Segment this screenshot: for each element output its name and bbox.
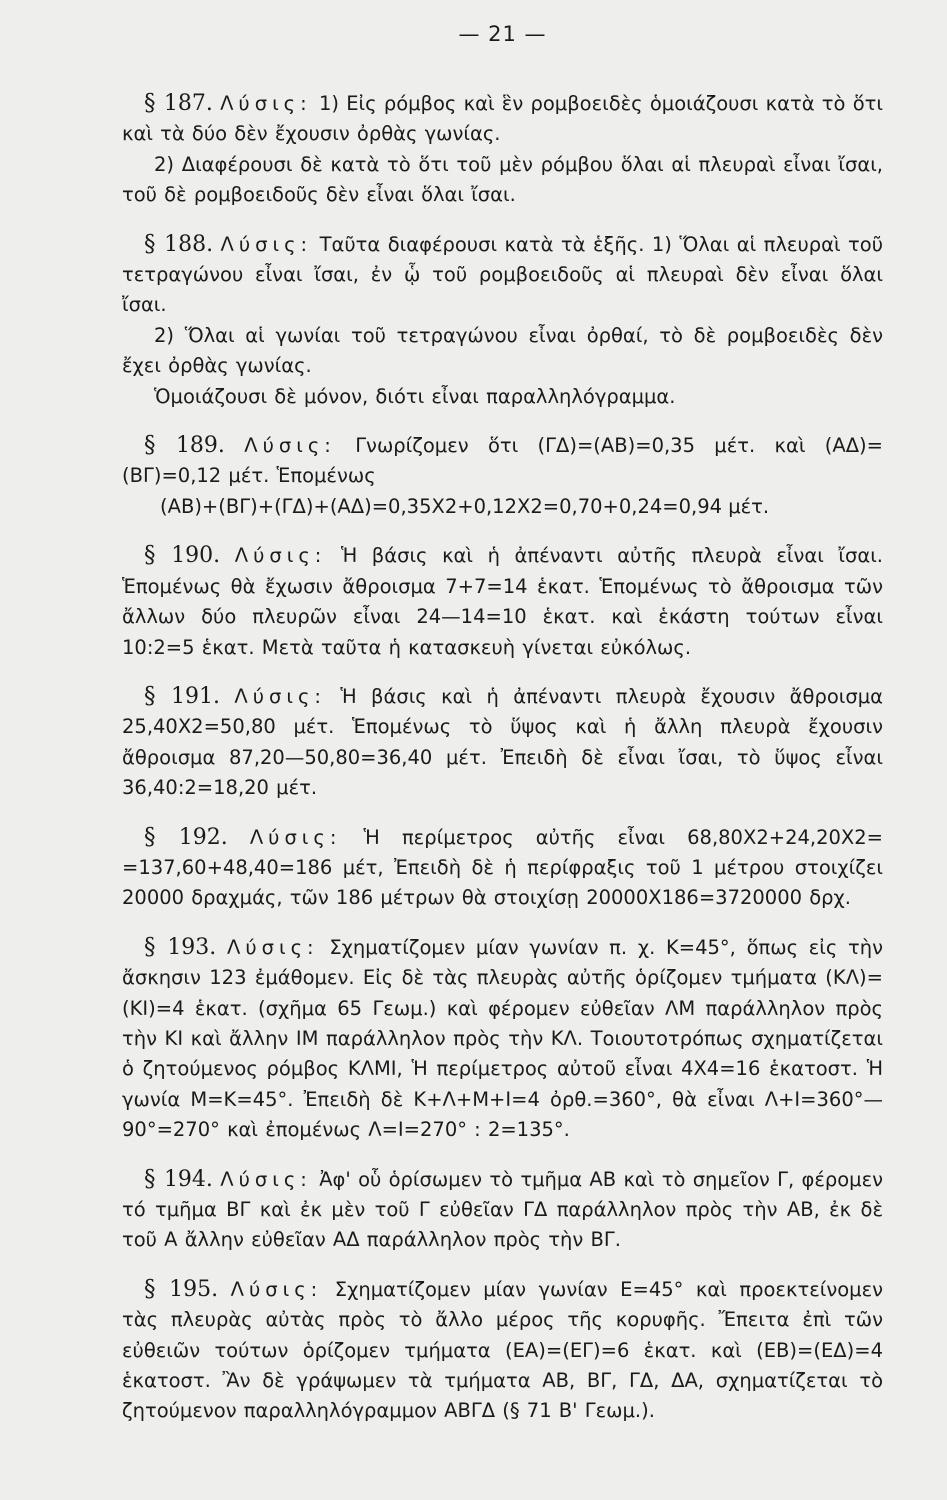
section-paragraph-first: [122, 1274, 883, 1427]
solution-label: Λύσις:: [227, 935, 319, 959]
solution-label: Λύσις:: [220, 232, 313, 256]
paragraph-text: Σχηματίζομεν μίαν γωνίαν π. χ. Κ=45°, ὅπως εἰς τὴν ἄσκησιν 123 ἐμάθομεν. Εἰς δὲ τὰς πλευρὰς αὐτῆς ὁρίζομεν τμήματα (ΚΛ)=(ΚΙ)=4 ἑκατ. (σχῆμα 65 Γεωμ.) καὶ φέρομεν εὐθεῖαν ΛΜ παράλληλον πρὸς τὴν ΚΙ καὶ ἄλλην ΙΜ παράλληλον πρὸς τὴν ΚΛ. Τοιουτοτρόπως σχηματίζεται ὁ ζητούμενος ρόμβος ΚΛΜΙ, Ἡ περίμετρος αὐτοῦ εἶναι 4Χ4=16 ἑκατοστ. Ἡ γωνία Μ=Κ=45°. Ἐπειδὴ δὲ Κ+Λ+Μ+Ι=4 ὀρθ.=360°, θὰ εἶναι Λ+Ι=360°—90°=270° καὶ ἐπομένως Λ=Ι=270° : 2=135°.: [122, 935, 883, 1142]
solution-label: Λύσις:: [220, 92, 312, 115]
section-number: 195.: [169, 1276, 219, 1302]
section-190: [122, 540, 883, 663]
section-paragraph-first: [122, 822, 883, 914]
solution-label: Λύσις:: [249, 825, 342, 849]
solution-label: Λύσις:: [244, 434, 336, 458]
formula-line: (ΑΒ)+(ΒΓ)+(ΓΔ)+(ΑΔ)=0,35Χ2+0,12Χ2=0,70+0,24=0,94 μέτ.: [160, 494, 770, 518]
page-number: — 21 —: [458, 22, 547, 46]
section-paragraph: [122, 382, 883, 412]
solution-label: Λύσις:: [234, 684, 326, 708]
paragraph-text: Ἡ βάσις καὶ ἡ ἀπέναντι πλευρὰ ἔχουσιν ἄθροισμα 25,40Χ2=50,80 μέτ. Ἑπομένως τὸ ὕψος καὶ ἡ ἄλλη πλευρὰ ἔχουσιν ἄθροισμα 87,20—50,80=36,40 μέτ. Ἐπειδὴ δὲ εἶναι ἴσαι, τὸ ὕψος εἶναι 36,40:2=18,20 μέτ.: [122, 684, 883, 800]
section-number: 187.: [163, 91, 213, 116]
solution-label: Λύσις:: [220, 1167, 312, 1191]
section-number: 192.: [178, 824, 228, 850]
paragraph-text: 2) Διαφέρουσι δὲ κατὰ τὸ ὅτι τοῦ μὲν ρόμβου ὅλαι αἱ πλευραὶ εἶναι ἴσαι, τοῦ δὲ ρομβοειδοῦς δὲν εἶναι ὅλαι ἴσαι.: [122, 152, 883, 207]
section-number: 190.: [171, 543, 221, 569]
section-195: [122, 1274, 883, 1427]
solution-label: Λύσις:: [230, 1277, 323, 1301]
paragraph-text: Ἡ βάσις καὶ ἡ ἀπέναντι αὐτῆς πλευρὰ εἶναι ἴσαι. Ἑπομένως θὰ ἔχωσιν ἄθροισμα 7+7=14 ἑκατ. Ἑπομένως τὸ ἄθροισμα τῶν ἄλλων δύο πλευρῶν εἶναι 24—14=10 ἑκατ. καὶ ἑκάστη τούτων εἶναι 10:2=5 ἑκατ. Μετὰ ταῦτα ἡ κατασκευὴ γίνεται εὐκόλως.: [122, 544, 884, 659]
paragraph-text: Ἀφ' οὗ ὁρίσωμεν τὸ τμῆμα ΑΒ καὶ τὸ σημεῖον Γ, φέρομεν τό τμῆμα ΒΓ καὶ ἐκ μὲν τοῦ Γ εὐθεῖαν ΓΔ παράλληλον πρὸς τὴν ΑΒ, ἐκ δὲ τοῦ Α ἄλλην εὐθεῖαν ΑΔ παράλληλον πρὸς τὴν ΒΓ.: [122, 1167, 884, 1252]
solution-label: Λύσις:: [234, 544, 327, 568]
section-192: [122, 822, 883, 914]
paragraph-text: 1) Εἰς ρόμβος καὶ ἓν ρομβοειδὲς ὁμοιάζουσι κατὰ τὸ ὅτι καὶ τὰ δύο δὲν ἔχουσιν ὀρθὰς γωνίας.: [122, 92, 883, 146]
section-paragraph-first: [122, 88, 883, 150]
section-sign: §: [144, 432, 176, 459]
paragraph-text: Ἡ περίμετρος αὐτῆς εἶναι 68,80Χ2+24,20Χ2= =137,60+48,40=186 μέτ, Ἐπειδὴ δὲ ἡ περίφραξις τοῦ 1 μέτρου στοιχίζει 20000 δραχμάς, τῶν 186 μέτρων θὰ στοιχίσῃ 20000Χ186=3720000 δρχ.: [122, 825, 883, 910]
paragraph-text: Ταῦτα διαφέρουσι κατὰ τὰ ἑξῆς. 1) Ὅλαι αἱ πλευραὶ τοῦ τετραγώνου εἶναι ἴσαι, ἐν ᾧ τοῦ ρομβοειδοῦς αἱ πλευραὶ δὲν εἶναι ὅλαι ἴσαι.: [122, 232, 883, 317]
section-paragraph-first: [122, 1164, 883, 1256]
section-sign: §: [144, 230, 165, 257]
section-paragraph-first: [122, 540, 883, 663]
section-paragraph-first: [122, 932, 883, 1146]
section-187: [122, 88, 883, 211]
section-number: 194.: [163, 1166, 213, 1192]
section-paragraph: [122, 150, 883, 211]
paragraph-text: Γνωρίζομεν ὅτι (ΓΔ)=(ΑΒ)=0,35 μέτ. καὶ (ΑΔ)=(ΒΓ)=0,12 μέτ. Ἑπομένως: [122, 434, 884, 488]
paragraph-text: Σχηματίζομεν μίαν γωνίαν Ε=45° καὶ προεκτείνομεν τὰς πλευρὰς αὐτὰς πρὸς τὸ ἄλλο μέρος τῆς κορυφῆς. Ἔπειτα ἐπὶ τῶν εὐθειῶν τούτων ὁρίζομεν τμήματα (ΕΑ)=(ΕΓ)=6 ἑκατ. καὶ (ΕΒ)=(ΕΔ)=4 ἑκατοστ. Ἂν δὲ γράψωμεν τὰ τμήματα ΑΒ, ΒΓ, ΓΔ, ΔΑ, σχηματίζεται τὸ ζητούμενον παραλληλόγραμμον ΑΒΓΔ (§ 71 Β' Γεωμ.).: [122, 1277, 883, 1423]
section-paragraph-first: [122, 430, 883, 492]
section-paragraph: [122, 321, 883, 382]
section-sign: §: [144, 682, 171, 709]
section-number: 188.: [164, 231, 214, 257]
section-sign: §: [144, 90, 164, 116]
section-191: [122, 681, 883, 804]
section-sign: §: [144, 542, 172, 569]
section-paragraph-first: [122, 681, 883, 804]
paragraph-text: 2) Ὅλαι αἱ γωνίαι τοῦ τετραγώνου εἶναι ὀρθαί, τὸ δὲ ρομβοειδὲς δὲν ἔχει ὀρθὰς γωνίας.: [122, 323, 883, 378]
section-193: [122, 932, 883, 1146]
section-sign: §: [144, 933, 168, 960]
section-189: [122, 430, 883, 522]
page-content: [122, 88, 883, 1427]
section-sign: §: [144, 1165, 164, 1192]
section-number: 193.: [167, 934, 217, 960]
section-sign: §: [144, 1275, 170, 1302]
section-paragraph-first: [122, 229, 883, 321]
section-188: [122, 229, 883, 412]
paragraph-text: Ὁμοιάζουσι δὲ μόνον, διότι εἶναι παραλληλόγραμμα.: [154, 384, 676, 408]
section-number: 191.: [171, 683, 220, 709]
section-number: 189.: [175, 433, 225, 459]
section-sign: §: [144, 823, 179, 850]
section-194: [122, 1164, 883, 1256]
